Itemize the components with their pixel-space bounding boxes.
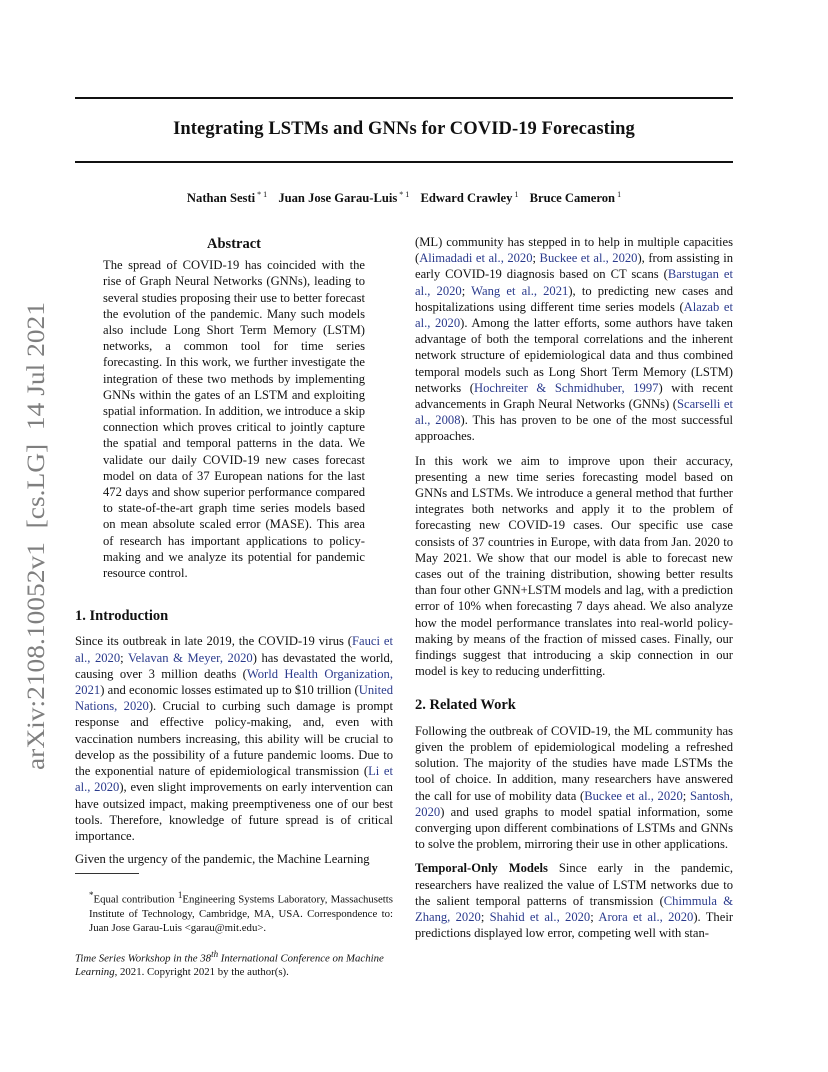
citation-link[interactable]: Santosh, 2020 xyxy=(415,788,733,819)
author: Edward Crawley $^1$ xyxy=(420,190,519,206)
arxiv-identifier-text: arXiv:2108.10052v1 [cs.LG] 14 Jul 2021 xyxy=(21,335,50,770)
temporal-only-models-runin: Temporal-Only Models xyxy=(415,861,548,876)
text-run: ; xyxy=(682,788,690,803)
abstract-heading: Abstract xyxy=(207,236,261,252)
bottom-rule xyxy=(75,161,733,163)
paper-title: Integrating LSTMs and GNNs for COVID-19 Forecasting xyxy=(173,119,635,139)
text-run: ). Their predictions displayed low error, competing well with stan- xyxy=(415,909,734,941)
text-run: ) and economic losses estimated up to $10 trillion ( xyxy=(100,683,359,698)
text-run: ) with recent advancements in Graph Neural Networks (GNNs) ( xyxy=(415,380,734,412)
citation-link[interactable]: Hochreiter & Schmidhuber, 1997 xyxy=(473,380,659,395)
text-run: ), from assisting in early COVID-19 diagnosis based on CT scans ( xyxy=(415,251,733,282)
venue-note: Time Series Workshop in the 38th International Conference on Machine Learning, 2021. Copyright 2021 by the author(s). xyxy=(75,948,384,979)
text-run: (ML) community has stepped in to help in multiple capacities ( xyxy=(415,235,733,266)
text-run: ; xyxy=(532,251,540,266)
top-rule xyxy=(75,97,733,99)
text-run: Since early in the pandemic, researchers have realized the value of LSTM networks due to the salient temporal patterns of transmission ( xyxy=(415,861,733,908)
footnotes xyxy=(75,873,393,979)
text-run: ), to predicting new cases and hospitalizations using different time series models ( xyxy=(415,283,733,314)
citation-link[interactable]: Alimadadi et al., 2020 xyxy=(419,251,533,266)
citation-link[interactable]: World Health Organization, 2021 xyxy=(75,666,393,698)
left-column xyxy=(75,234,393,867)
text-run: Since its outbreak in late 2019, the COVID-19 virus ( xyxy=(75,634,353,649)
intro-paragraph-1 xyxy=(75,633,393,844)
text-run: ; xyxy=(461,283,472,298)
section-heading-related-work: 2. Related Work xyxy=(415,697,516,714)
related-paragraph-1 xyxy=(415,723,733,853)
citation-link[interactable]: Buckee et al., 2020 xyxy=(539,251,638,266)
citation-link[interactable]: Wang et al., 2021 xyxy=(471,283,569,298)
abstract-text: The spread of COVID-19 has coincided with the rise of Graph Neural Networks (GNNs), leading to several studies proposing their use to better forecast the evolution of the pandemic. Many such models also include Long Short Term Memory (LSTM) networks, a common tool for time series forecasting. In this work, we further investigate the integration of these two methods by implementing GNNs within the gates of an LSTM and exploiting spatial information. In addition, we introduce a skip connection which proves critical to jointly capture the spatial and temporal patterns in the data. We validate our daily COVID-19 new cases forecast model on data of 37 European nations for the last 472 days and show superior performance compared to state-of-the-art graph time series models based on mean absolute scaled error (MASE). This area of research has important applications to policy-making and we analyze its potential for pandemic resource control. xyxy=(103,258,365,581)
right-column xyxy=(415,234,733,941)
text-run: ). Crucial to curbing such damage is prompt response and effective policy-making, and, even with vaccination numbers increasing, this ability will be crucial to develop as the possibility of a future pandemic looms. Due to the exponential nature of epidemiological transmission ( xyxy=(75,699,393,779)
text-run: Following the outbreak of COVID-19, the ML community has given the problem of epidemiological modeling a refreshed solution. The majority of the studies have made LSTMs the tool of choice. In addition, many researchers have answered the call for use of mobility data ( xyxy=(415,723,733,803)
citation-link[interactable]: United Nations, 2020 xyxy=(75,683,393,714)
citation-link[interactable]: Alazab et al., 2020 xyxy=(415,299,733,331)
citation-link[interactable]: Barstugan et al., 2020 xyxy=(415,267,733,298)
author-list xyxy=(75,190,733,206)
related-paragraph-2 xyxy=(415,860,733,941)
text-run: ; xyxy=(120,650,128,665)
citation-link[interactable]: Li et al., 2020 xyxy=(75,764,394,795)
citation-link[interactable]: Buckee et al., 2020 xyxy=(584,788,683,803)
text-run: ) has devastated the world, causing over 3 million deaths ( xyxy=(75,650,393,681)
intro-paragraph-3 xyxy=(415,453,733,680)
text-run: ; xyxy=(480,909,490,924)
text-run: In this work we aim to improve upon their accuracy, presenting a new time series forecasting model based on GNNs and LSTMs. We introduce a general method that further integrates both networks and apply it to the problem of forecasting new COVID-19 cases. Our specific use case consists of 37 countries in Europe, with data from Jan. 2020 to May 2021. We show that our model is able to forecast new cases out of the training distribution, showing better results than four other GNN+LSTM models and lag, with a prediction error of 10% when forecasting 7 days ahead. We also analyze how the model performance translates into real-world policy-making by means of the fraction of missed cases. Finally, our findings suggest that introducing a skip connection in our model is key to reducing underfitting. xyxy=(415,453,733,679)
citation-link[interactable]: Chimmula & Zhang, 2020 xyxy=(415,893,733,924)
citation-link[interactable]: Velavan & Meyer, 2020 xyxy=(127,650,253,665)
author: Juan Jose Garau-Luis $^{* 1}$ xyxy=(278,190,410,206)
citation-link[interactable]: Fauci et al., 2020 xyxy=(75,634,394,665)
intro-paragraph-2-line: Given the urgency of the pandemic, the Machine Learning xyxy=(75,852,370,867)
citation-link[interactable]: Scarselli et al., 2008 xyxy=(415,397,733,428)
text-run: ) and used graphs to model spatial information, some converging upon different combinations of LSTMs and GNNs to solve the problem, mirroring their use in other applications. xyxy=(415,804,733,852)
author: Nathan Sesti $^{* 1}$ xyxy=(186,190,268,206)
text-run: ). Among the latter efforts, some authors have taken advantage of both the temporal correlations and the inherent network structure of epidemiological data and thus combined temporal models such as Long Short Term Memory (LSTM) networks ( xyxy=(415,316,733,395)
text-run: ). This has proven to be one of the most successful approaches. xyxy=(415,413,733,444)
footnote-rule xyxy=(75,873,139,874)
section-heading-introduction: 1. Introduction xyxy=(75,608,169,625)
affiliation-footnote: *Equal contribution $^1$Engineering Systems Laboratory, Massachusetts Institute of Technology, Cambridge, MA, USA. Correspondence to: Juan Jose Garau-Luis <garau@mit.edu>. xyxy=(89,890,393,934)
text-run: ), even slight improvements on early intervention can have outsized impact, making preemptiveness one of our best tools. Therefore, knowledge of future spread is of critical importance. xyxy=(75,780,393,843)
arxiv-identifier xyxy=(2,300,62,770)
citation-link[interactable]: Shahid et al., 2020 xyxy=(489,909,591,924)
intro-paragraph-2-continued xyxy=(415,234,733,445)
intro-paragraph-2-start xyxy=(75,851,393,867)
citation-link[interactable]: Arora et al., 2020 xyxy=(598,909,694,924)
author: Bruce Cameron $^1$ xyxy=(529,190,622,206)
text-run: ; xyxy=(590,909,599,924)
